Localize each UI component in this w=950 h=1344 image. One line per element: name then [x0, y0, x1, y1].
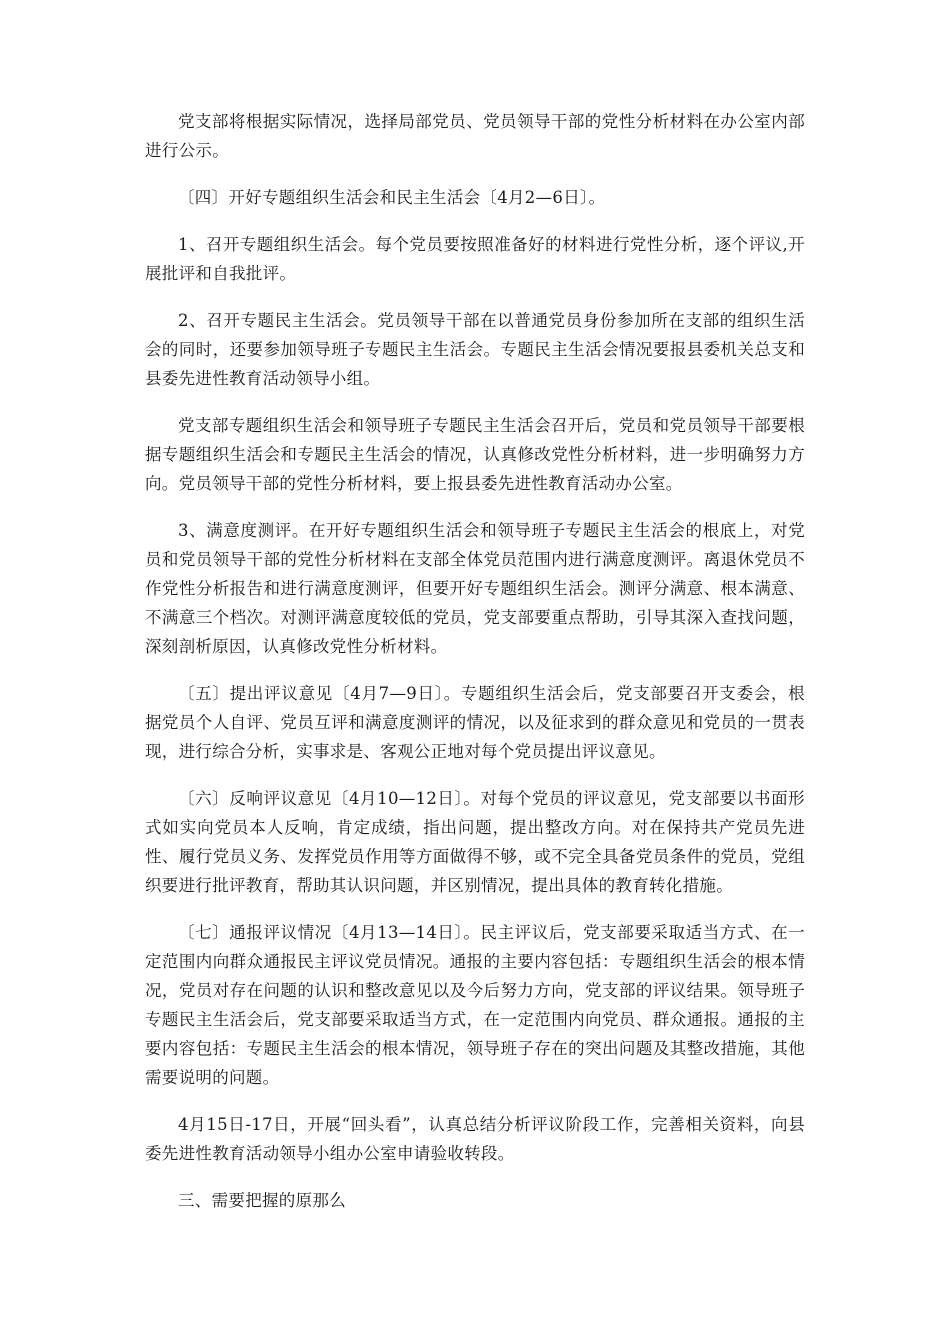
paragraph-publicity: 党支部将根据实际情况，选择局部党员、党员领导干部的党性分析材料在办公室内部进行公示。 — [145, 112, 805, 160]
section-5: 〔五〕提出评议意见〔4月7—9日〕。专题组织生活会后，党支部要召开支委会，根据党员个人自评、党员互评和满意度测评的情况，以及征求到的群众意见和党员的一贯表现，进行综合分析，实事求是、客观公正地对每个党员提出评议意见。 — [145, 684, 805, 761]
document-page — [145, 107, 805, 1233]
paragraph-item-1: 1、召开专题组织生活会。每个党员要按照准备好的材料进行党性分析，逐个评议,开展批评和自我批评。 — [145, 235, 805, 283]
section-7: 〔七〕通报评议情况〔4月13—14日〕。民主评议后，党支部要采取适当方式、在一定范围内向群众通报民主评议党员情况。通报的主要内容包括：专题组织生活会的根本情况，党员对存在问题的认识和整改意见以及今后努力方向，党支部的评议结果。领导班子专题民主生活会后，党支部要采取适当方式，在一定范围内向党员、群众通报。通报的主要内容包括：专题民主生活会的根本情况，领导班子存在的突出问题及其整改措施，其他需要说明的问题。 — [145, 923, 805, 1087]
paragraph-item-3: 3、满意度测评。在开好专题组织生活会和领导班子专题民主生活会的根底上，对党员和党员领导干部的党性分析材料在支部全体党员范围内进行满意度测评。离退休党员不作党性分析报告和进行满意度测评，但要开好专题组织生活会。测评分满意、根本满意、不满意三个档次。对测评满意度较低的党员，党支部要重点帮助，引导其深入查找问题，深刻剖析原因，认真修改党性分析材料。 — [145, 521, 805, 656]
section-heading-4: 〔四〕开好专题组织生活会和民主生活会〔4月2—6日〕。 — [178, 188, 606, 207]
paragraph-revision: 党支部专题组织生活会和领导班子专题民主生活会召开后，党员和党员领导干部要根据专题组织生活会和专题民主生活会的情况，认真修改党性分析材料，进一步明确努力方向。党员领导干部的党性分析材料，要上报县委先进性教育活动办公室。 — [145, 416, 805, 493]
section-heading-3: 三、需要把握的原那么 — [178, 1191, 346, 1210]
paragraph-review: 4月15日-17日，开展“回头看”，认真总结分析评议阶段工作，完善相关资料，向县委先进性教育活动领导小组办公室申请验收转段。 — [145, 1115, 805, 1163]
paragraph-item-2: 2、召开专题民主生活会。党员领导干部在以普通党员身份参加所在支部的组织生活会的同时，还要参加领导班子专题民主生活会。专题民主生活会情况要报县委机关总支和县委先进性教育活动领导小组。 — [145, 311, 805, 388]
section-6: 〔六〕反响评议意见〔4月10—12日〕。对每个党员的评议意见，党支部要以书面形式如实向党员本人反响，肯定成绩，指出问题，提出整改方向。对在保持共产党员先进性、履行党员义务、发挥党员作用等方面做得不够，或不完全具备党员条件的党员，党组织要进行批评教育，帮助其认识问题，并区别情况，提出具体的教育转化措施。 — [145, 789, 805, 895]
